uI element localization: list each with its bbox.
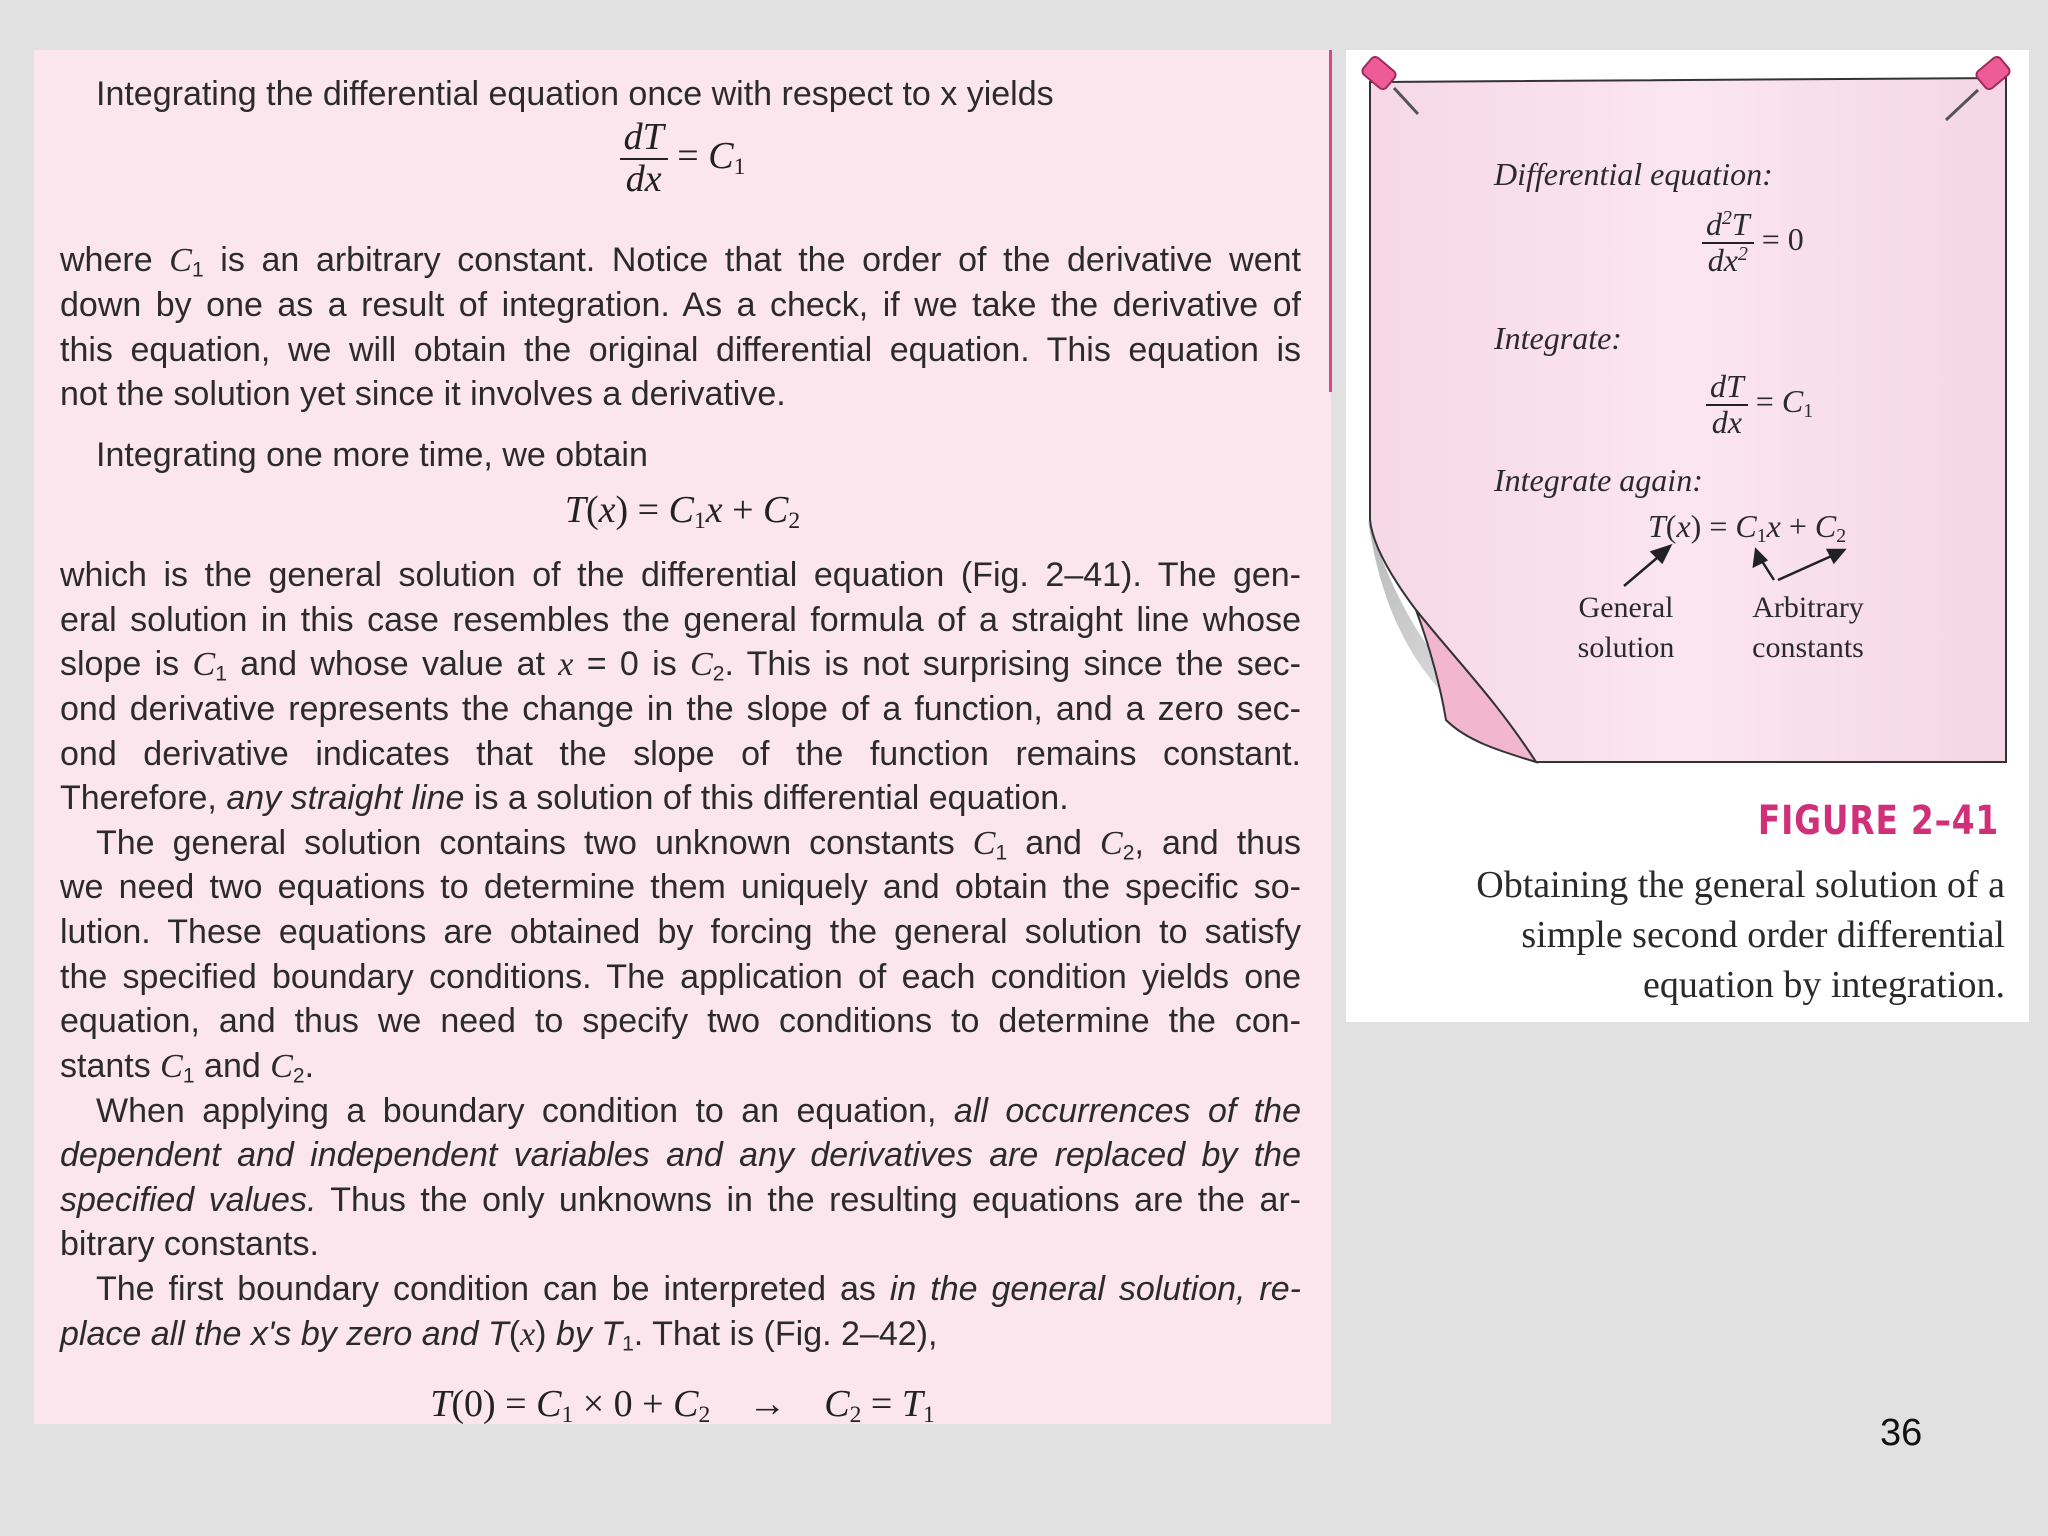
equation-rhs: = $C_1$ <box>677 134 746 180</box>
paragraph-3-line: Therefore, any straight line is a solution of this differential equation. <box>60 779 1069 817</box>
paragraph-1-line: down by one as a result of integration. As a check, if we take the derivative of <box>60 286 1301 324</box>
paragraph-2-intro: Integrating one more time, we obtain <box>96 436 648 474</box>
figure-caption: Obtaining the general solution of a simple second order differential equation by integration. <box>1476 864 2005 1006</box>
paragraph-3-line: which is the general solution of the differential equation (Fig. 2–41). The gen- <box>60 556 1301 594</box>
paragraph-3-line: eral solution in this case resembles the general formula of a straight line whose <box>60 601 1301 639</box>
paragraph-4-line: the specified boundary conditions. The application of each condition yields one <box>60 958 1301 996</box>
equation-second-derivative: $\frac{d^2T}{dx^2}$ = 0 <box>1702 208 1804 277</box>
fraction-dT-dx: $\frac{dT}{dx}$ <box>620 118 668 200</box>
equation-general-solution-figure: $T(x) = C_1x + C_2$ <box>1648 508 1847 547</box>
note-arbitrary-constants: Arbitrary constants <box>1752 591 1864 664</box>
paragraph-6-line: The first boundary condition can be interpreted as in the general solution, re- <box>96 1270 1301 1308</box>
paragraph-4-line: equation, and thus we need to specify two conditions to determine the con- <box>60 1002 1301 1040</box>
paragraph-1-line: this equation, we will obtain the original differential equation. This equation is <box>60 331 1301 369</box>
paragraph-3-line: ond derivative represents the change in the slope of a function, and a zero sec- <box>60 690 1301 728</box>
paragraph-5-line: bitrary constants. <box>60 1225 319 1263</box>
paragraph-6-line: place all the x's by zero and T(x) by $T_1$. That is (Fig. 2–42), <box>60 1315 938 1356</box>
slide-number: 36 <box>1880 1412 1923 1454</box>
paragraph-1-line: where $C_1$ is an arbitrary constant. Notice that the order of the derivative went <box>60 241 1301 282</box>
paragraph-4-line: we need two equations to determine them uniquely and obtain the specific so- <box>60 868 1301 906</box>
equation-general-solution: $T(x) = C_1x + C_2$ <box>564 489 801 534</box>
intro-line <box>60 72 1054 117</box>
label-integrate: Integrate: <box>1494 320 1622 356</box>
label-integrate-again: Integrate again: <box>1494 462 1703 498</box>
paragraph-3-line: slope is $C_1$ and whose value at x = 0 is $C_2$. This is not surprising since the sec- <box>60 645 1301 686</box>
paragraph-4-line: stants $C_1$ and $C_2$. <box>60 1047 315 1088</box>
textbook-text-panel <box>34 50 1331 1428</box>
equation-boundary-condition: $T(0) = C_1 \times 0 + C_2$ → $C_2 = T_1$ <box>430 1383 935 1428</box>
paragraph-4-line: The general solution contains two unknown constants $C_1$ and $C_2$, and thus <box>96 824 1302 865</box>
figure-number: FIGURE 2–41 <box>1757 798 1999 844</box>
figure-2-41 <box>1346 50 2029 1022</box>
equation-first-integral <box>34 118 1331 200</box>
panel-divider-rule <box>1329 50 1332 392</box>
paragraph-1-line: not the solution yet since it involves a derivative. <box>60 375 786 413</box>
paragraph-3-line: ond derivative indicates that the slope of the function remains constant. <box>60 735 1301 773</box>
label-differential-equation: Differential equation: <box>1494 156 1773 192</box>
equation-first-derivative: $\frac{dT}{dx}$ = $C_1$ <box>1706 370 1813 439</box>
note-general-solution: General solution <box>1577 591 1675 664</box>
paragraph-5-line: When applying a boundary condition to an equation, all occurrences of the <box>96 1092 1302 1130</box>
paragraph-5-line: dependent and independent variables and any derivatives are replaced by the <box>60 1136 1301 1174</box>
paragraph-5-line: specified values. Thus the only unknowns in the resulting equations are the ar- <box>60 1181 1301 1219</box>
intro-text: Integrating the differential equation once with respect to x yields <box>96 75 1054 113</box>
paragraph-4-line: lution. These equations are obtained by forcing the general solution to satisfy <box>60 913 1301 951</box>
